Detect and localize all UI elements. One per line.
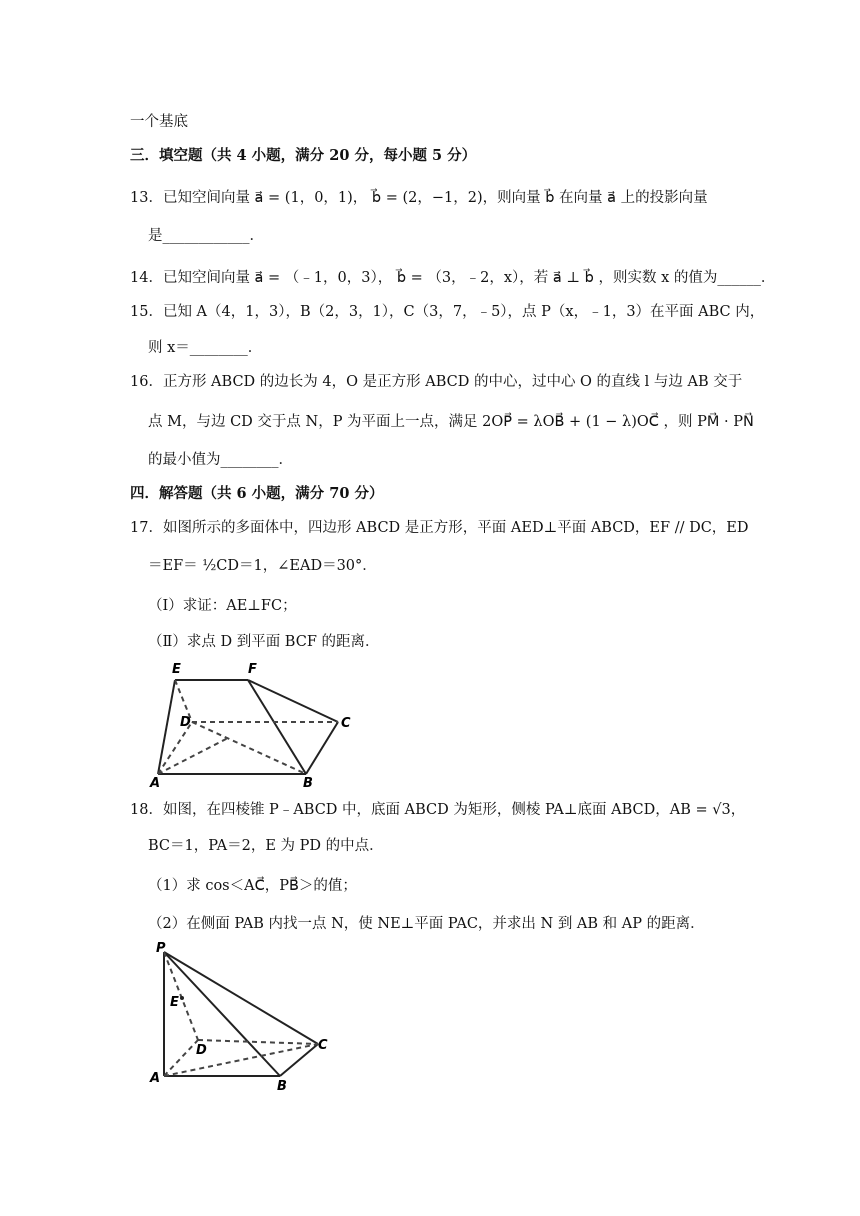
edge-EA <box>158 680 175 774</box>
header-text: 一个基底 <box>130 114 188 130</box>
figure-17-polyhedron <box>148 660 368 790</box>
label-F: F <box>248 662 257 677</box>
question-17-part-2: （Ⅱ）求点 D 到平面 BCF 的距离． <box>148 634 380 650</box>
question-16-line-2: 点 M，与边 CD 交于点 N，P 为平面上一点，满足 2OP⃗ = λOB⃗ + (1 − λ)OC⃗ ，则 PM⃗ · PN⃗ <box>148 414 754 430</box>
question-18-part-1: （1）求 cos＜AC⃗，PB⃗＞的值； <box>148 878 357 894</box>
point-E <box>180 996 184 1000</box>
edge-A-mid <box>158 738 228 774</box>
question-17-line-1: 17．如图所示的多面体中，四边形 ABCD 是正方形，平面 AED⊥平面 ABCD，EF // DC，ED <box>130 520 749 536</box>
section-3-title: 三．填空题（共 4 小题，满分 20 分，每小题 5 分） <box>130 147 477 164</box>
question-18-line-1: 18．如图，在四棱锥 P﹣ABCD 中，底面 ABCD 为矩形，侧棱 PA⊥底面 ABCD，AB = √3， <box>130 802 746 818</box>
label-D: D <box>180 715 191 730</box>
question-17-part-1: （Ⅰ）求证：AE⊥FC； <box>148 598 297 614</box>
edge-DC <box>198 1040 318 1044</box>
section-4-title: 四．解答题（共 6 小题，满分 70 分） <box>130 485 384 502</box>
edge-PB <box>164 952 280 1076</box>
label-B: B <box>277 1079 287 1094</box>
question-18-line-2: BC＝1，PA＝2，E 为 PD 的中点． <box>148 838 384 854</box>
label-A: A <box>150 776 161 790</box>
label-C: C <box>341 716 351 731</box>
label-E: E <box>172 662 181 677</box>
question-16-line-1: 16．正方形 ABCD 的边长为 4，O 是正方形 ABCD 的中心，过中心 O 的直线 l 与边 AB 交于 <box>130 374 743 390</box>
edge-AC <box>164 1044 318 1076</box>
question-15-line-1: 15．已知 A（4，1，3），B（2，3，1），C（3，7，﹣5），点 P（x，﹣1，3）在平面 ABC 内， <box>130 304 765 320</box>
label-A: A <box>150 1071 161 1086</box>
label-P: P <box>156 941 166 956</box>
question-15-line-2: 则 x＝________． <box>148 340 263 356</box>
question-18-part-2: （2）在侧面 PAB 内找一点 N，使 NE⊥平面 PAC，并求出 N 到 AB 和 AP 的距离． <box>148 916 705 932</box>
question-17-line-2: ＝EF＝ ½CD＝1，∠EAD＝30°． <box>148 558 377 574</box>
label-C: C <box>318 1038 328 1053</box>
edge-BC <box>306 722 338 774</box>
edge-PC <box>164 952 318 1044</box>
question-13-line-2: 是____________． <box>148 228 264 244</box>
label-B: B <box>303 776 313 790</box>
figure-18-pyramid <box>146 938 346 1098</box>
label-D: D <box>196 1043 207 1058</box>
question-13-line-1: 13．已知空间向量 a⃗ = (1，0，1)， b⃗ = (2，−1，2)，则向量 b⃗ 在向量 a⃗ 上的投影向量 <box>130 190 708 206</box>
question-16-line-3: 的最小值为________． <box>148 452 293 468</box>
question-14: 14．已知空间向量 a⃗ = （﹣1，0，3）， b⃗ = （3，﹣2，x），若 a⃗ ⊥ b⃗ ，则实数 x 的值为______． <box>130 270 776 286</box>
label-E: E <box>170 995 179 1010</box>
